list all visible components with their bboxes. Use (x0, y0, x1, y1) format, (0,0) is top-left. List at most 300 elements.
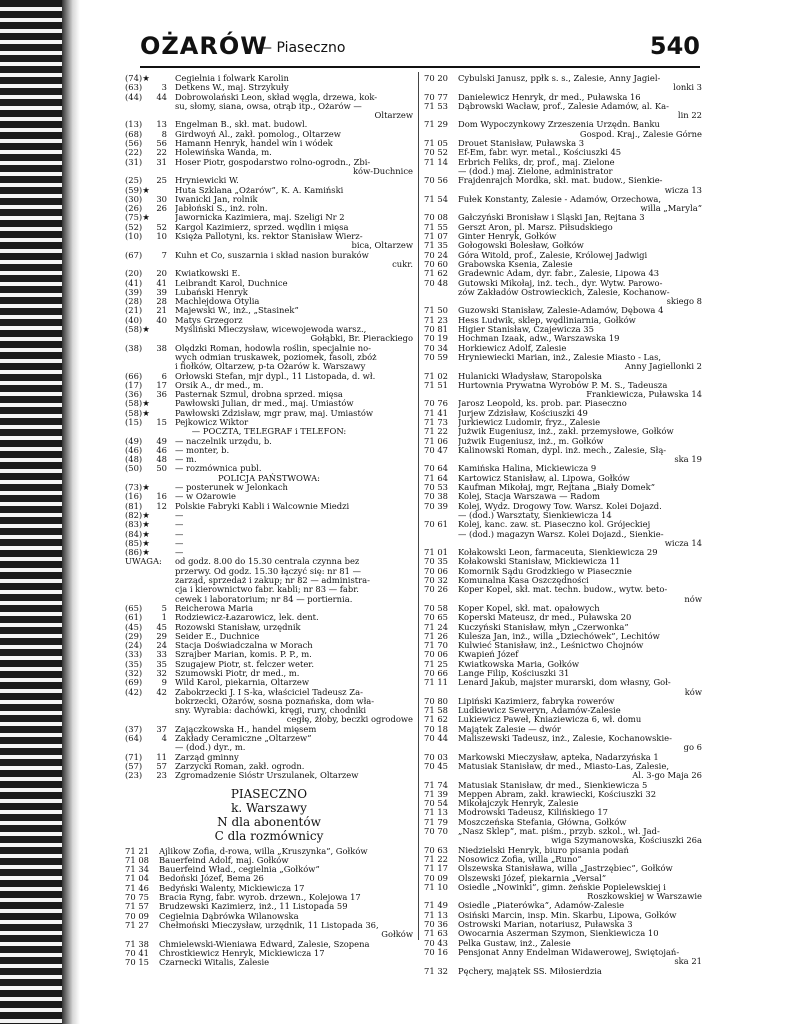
listing-row (125, 297, 413, 306)
listing-text: Gałczyński Bronisław i Śląski Jan, Rejtana 3 (458, 213, 645, 223)
listing-text: Bauerfeind Wład., cegielnia „Gołków” (159, 865, 320, 875)
old-number: (35) (125, 659, 143, 669)
listing-text: Dobrowolański Leon, skład węgla, drzewa, kok- (175, 92, 378, 102)
phone-number: 33 (156, 650, 167, 660)
header-rule (140, 66, 700, 68)
listing-text: Jurjew Zdzisław, Kościuszki 49 (458, 408, 588, 418)
old-number: (58)★ (125, 408, 150, 418)
listing-row (125, 595, 413, 604)
listing-text: Zgromadzenie Sióstr Urszulanek, Oltarzew (175, 771, 359, 781)
listing-row (125, 641, 413, 650)
listing-text: Gradewnic Adam, dyr. fabr., Zalesie, Lipowa 43 (458, 269, 660, 279)
listing-text: Kwiatkowska Maria, Gołków (458, 659, 580, 669)
listing-row (424, 167, 702, 176)
listing-row (125, 409, 413, 418)
listing-text: Nosowicz Zofia, willa „Runo” (458, 854, 582, 864)
listing-row (125, 269, 413, 278)
listing-text: Higier Stanisław, Czajewicza 35 (458, 325, 594, 335)
listing-row (125, 130, 413, 139)
phone-number: 71 70 (424, 641, 448, 651)
old-number: (36) (125, 390, 143, 400)
phone-number: 71 02 (424, 371, 448, 381)
listing-row (424, 306, 702, 315)
phone-number: 29 (156, 631, 167, 641)
listing-row (424, 957, 702, 966)
phone-number: 71 13 (424, 808, 448, 818)
listing-text: Grabowska Ksenia, Zalesie (458, 259, 573, 269)
listing-text: Pawłowski Zdzisław, mgr praw, maj. Umiastów (175, 408, 374, 418)
listing-text: Frajdenrajch Mordka, skł. mat. budow., Sienkie- (458, 176, 663, 186)
listing-row (125, 390, 413, 399)
phone-number: 38 (156, 343, 167, 353)
listing-row (424, 836, 702, 845)
listing-text: Zarzycki Roman, zakł. ogrodn. (175, 761, 305, 771)
phone-number: 44 (156, 92, 167, 102)
listing-text: Kolej, kanc. zaw. st. Piaseczno kol. Grójeckiej (458, 520, 651, 530)
listing-text: Kulesza Jan, inż., willa „Dziechówek”, Lechitów (458, 631, 660, 641)
listing-text: Cegielnia i folwark Karolin (175, 74, 289, 83)
listing-text: Bedoński Józef, Bema 26 (159, 874, 264, 884)
listing-row (125, 856, 413, 865)
listing-text: Ostrowski Marian, notariusz, Puławska 3 (458, 920, 633, 930)
listing-row (125, 344, 413, 353)
listing-row (424, 418, 702, 427)
listing-row (125, 865, 413, 874)
listing-text: Ef-Em, fabr. wyr. metal., Kościuszki 45 (458, 148, 622, 158)
listing-row (424, 967, 702, 976)
phone-number: 71 17 (424, 864, 448, 874)
old-number: (40) (125, 315, 143, 325)
listing-text: Bauerfeind Adolf, maj. Gołków (159, 855, 289, 865)
phone-number: 20 (156, 269, 167, 279)
old-number: (15) (125, 417, 143, 427)
phone-number: 70 19 (424, 334, 448, 344)
listing-row (424, 883, 702, 892)
listing-text: Jarosz Leopold, ks. prob. par. Piaseczno (458, 399, 627, 409)
listing-text: Engelman B., skł. mat. budowl. (175, 120, 308, 130)
listing-text: Jabłoński S., inż. roln. (175, 204, 268, 214)
listing-text: wiga Szymanowska, Kościuszki 26a (551, 836, 702, 846)
listing-row (424, 595, 702, 604)
phone-number: 70 59 (424, 352, 448, 362)
listing-text: Kolej, Stacja Warszawa — Radom (458, 492, 600, 502)
listing-text: cewek i laboratorium; nr 84 — portiernia. (175, 594, 353, 604)
section-heading: — POCZTA, TELEGRAF i TELEFON: (191, 426, 347, 437)
old-number: (66) (125, 371, 143, 381)
listing-row (125, 167, 413, 176)
phone-number: 70 53 (424, 483, 448, 493)
old-number: (29) (125, 631, 143, 641)
old-number: (28) (125, 297, 143, 307)
phone-number: 9 (161, 678, 167, 688)
listing-row (125, 279, 413, 288)
phone-number: 48 (156, 455, 167, 465)
listing-text: Rozowski Stanisław, urzędnik (175, 622, 301, 632)
phone-number: 22 (156, 148, 167, 158)
listing-row (424, 316, 702, 325)
phone-number: 70 32 (424, 576, 448, 586)
listing-row (125, 186, 413, 195)
listing-text: Zarząd gminny (175, 752, 239, 762)
listing-text: Kaufman Mikołaj, mgr, Rejtana „Biały Domek” (458, 483, 655, 493)
listing-text: Huta Szklana „Ożarów”, K. A. Kamiński (175, 185, 344, 195)
listing-row (125, 576, 413, 585)
listing-row (125, 83, 413, 92)
old-number: (37) (125, 724, 143, 734)
listing-text: Pensjonat Anny Endelman Widawerowej, Świętojań- (458, 947, 680, 957)
listing-row (424, 381, 702, 390)
listing-row (424, 241, 702, 250)
phone-number: 26 (156, 204, 167, 214)
phone-number: 71 51 (424, 380, 448, 390)
phone-number: 71 73 (424, 417, 448, 427)
listing-text: Kołakowski Stanisław, Mickiewicza 11 (458, 557, 621, 567)
listing-row (424, 799, 702, 808)
phone-number: 70 39 (424, 501, 448, 511)
listing-text: Koper Kopel, skł. mat. techn. budow., wytw. beto- (458, 585, 668, 595)
phone-number: 71 13 (424, 910, 448, 920)
phone-number: 71 04 (125, 874, 149, 884)
listing-row (125, 623, 413, 632)
listing-row (424, 427, 702, 436)
phone-number: 70 18 (424, 724, 448, 734)
listing-row (424, 334, 702, 343)
listing-row (424, 297, 702, 306)
listing-text: Szumowski Piotr, dr med., m. (175, 669, 300, 678)
listing-row (424, 939, 702, 948)
listing-row (424, 288, 702, 297)
listing-row (125, 446, 413, 455)
phone-number: 50 (156, 464, 167, 474)
listing-row (424, 901, 702, 910)
phone-number: 71 46 (125, 883, 149, 893)
old-number: (86)★ (125, 548, 150, 558)
listing-row (125, 260, 413, 269)
phone-number: 71 58 (424, 706, 448, 716)
phone-number: 42 (156, 687, 167, 697)
listing-text: zarząd, sprzedaż i zakup; nr 82 — administra- (175, 576, 370, 586)
old-number: (69) (125, 678, 143, 688)
column-divider (418, 72, 419, 940)
phone-number: 71 53 (424, 101, 448, 111)
listing-text: Pelka Gustaw, inż., Zalesie (458, 938, 571, 948)
listing-text: — monter, b. (175, 445, 230, 455)
listing-row (125, 483, 413, 492)
listing-text: Detkens W., maj. Strzykuły (175, 83, 289, 93)
old-number: (75)★ (125, 213, 150, 223)
listing-row (125, 158, 413, 167)
listing-row (424, 511, 702, 520)
phone-number: 71 29 (424, 120, 448, 130)
listing-text: Myśliński Mieczysław, wicewojewoda warsz., (175, 325, 367, 335)
phone-number: 71 55 (424, 222, 448, 232)
listing-text: Góra Witold, prof., Zalesie, Królowej Jadwigi (458, 250, 648, 260)
listing-text: Bedyński Walenty, Mickiewicza 17 (159, 883, 305, 893)
phone-number: 70 44 (424, 734, 448, 744)
piaseczno-line2: C dla rozmównicy (214, 828, 324, 843)
phone-number: 17 (156, 380, 167, 390)
listing-row (125, 660, 413, 669)
phone-number: 70 76 (424, 399, 448, 409)
listing-text: Markowski Mieczysław, apteka, Nadarzyńska 1 (458, 752, 659, 762)
listing-text: Fułek Konstanty, Zalesie - Adamów, Orzechowa, (458, 194, 662, 204)
piaseczno-sub: k. Warszawy (231, 800, 307, 815)
listing-row (125, 204, 413, 213)
listing-text: i fiołków, Oltarzew, p-ta Ożarów k. Warszawy (175, 362, 366, 372)
listing-text: — (dod.) Warsztaty, Sienkiewicza 14 (458, 510, 612, 520)
listing-row (125, 847, 413, 856)
listing-row (424, 920, 702, 929)
old-number: (41) (125, 278, 143, 288)
listing-row (125, 120, 413, 129)
listing-row (424, 130, 702, 139)
phone-number: 71 08 (125, 855, 149, 865)
listing-row (424, 213, 702, 222)
listing-text: — (175, 538, 184, 548)
phone-number: 70 45 (424, 761, 448, 771)
listing-row (424, 492, 702, 501)
listing-text: Jużwik Eugeniusz, inż., m. Gołków (458, 436, 604, 446)
listing-row (424, 176, 702, 185)
phone-number: 70 16 (424, 947, 448, 957)
phone-number: 71 39 (424, 789, 448, 799)
listing-row (424, 725, 702, 734)
phone-number: 71 38 (125, 939, 149, 949)
listing-row (424, 781, 702, 790)
listing-row (424, 530, 702, 539)
old-number: (10) (125, 232, 143, 242)
listing-row (125, 753, 413, 762)
listing-row (125, 241, 413, 250)
listing-row (424, 186, 702, 195)
old-number: (31) (125, 157, 143, 167)
listing-row (424, 204, 702, 213)
listing-text: Hochman Izaak, adw., Warszawska 19 (458, 334, 620, 344)
listing-text: Iwanicki Jan, rolnik (175, 194, 258, 204)
phone-number: 1 (161, 613, 167, 623)
listing-row (424, 74, 702, 83)
listing-row (424, 855, 702, 864)
old-number: (30) (125, 194, 143, 204)
listing-row (424, 474, 702, 483)
phone-number: 70 41 (125, 948, 149, 958)
listing-text: Frankiewicza, Puławska 14 (586, 390, 702, 400)
listing-text: Hryniewicki W. (175, 176, 239, 186)
listing-row (424, 650, 702, 659)
listing-text: Reicherowa Maria (175, 603, 254, 613)
phone-number: 71 07 (424, 232, 448, 242)
listing-text: Ludkiewicz Seweryn, Adamów-Zalesie (458, 706, 621, 716)
phone-number: 71 27 (125, 920, 149, 930)
listing-text: Osiński Marcin, insp. Min. Skarbu, Lipowa, Gołków (458, 910, 677, 920)
listing-text: Meppen Abram, zakł. krawiecki, Kościuszki 32 (458, 789, 657, 799)
listing-row (125, 381, 413, 390)
listing-text: Kwiatkowski E. (175, 269, 241, 279)
listing-text: — (dod.) magazyn Warsz. Kolei Dojazd., Sienkie- (458, 529, 664, 539)
listing-text: Hoser Piotr, gospodarstwo rolno-ogrodn., Żbi- (175, 157, 371, 167)
listing-row (125, 362, 413, 371)
phone-number: 10 (156, 232, 167, 242)
listing-text: Bracia Ryng, fabr. wyrob. drzewn., Kolejowa 17 (159, 893, 361, 903)
old-number: (17) (125, 380, 143, 390)
phone-number: 70 75 (125, 893, 149, 903)
listing-row (424, 641, 702, 650)
phone-number: 8 (161, 129, 167, 139)
piaseczno-title: PIASECZNO (230, 786, 308, 801)
listing-text: wych odmian truskawek, poziomek, fasoli, zbóż (175, 352, 377, 362)
listing-row (424, 548, 702, 557)
listing-row (424, 409, 702, 418)
listing-text: Lukiewicz Paweł, Kniaziewicza 6, wł. domu (458, 715, 642, 725)
listing-row (125, 74, 413, 83)
listing-row (125, 530, 413, 539)
listing-text: Gospod. Kraj., Zalesie Górne (579, 129, 702, 139)
listing-text: Rodziewicz-Łazarowicz, lek. dent. (175, 613, 319, 623)
listing-text: — (175, 548, 184, 558)
listing-text: Kalinowski Roman, dypl. inż. mech., Zalesie, Słą- (458, 445, 667, 455)
listing-text: Majewski W., inż., „Stasinek” (175, 306, 299, 316)
listing-row (125, 734, 413, 743)
phone-number: 71 62 (424, 269, 448, 279)
page-header (140, 30, 700, 64)
listing-text: — m. (175, 455, 197, 465)
listing-row (424, 446, 702, 455)
phone-number: 71 22 (424, 427, 448, 437)
listing-text: Lenard Jakub, majster murarski, dom własny, Goł- (458, 678, 671, 688)
listing-row (125, 902, 413, 911)
listing-row (424, 195, 702, 204)
listing-text: Hryniewiecki Marian, inż., Zalesie Miasto - Las, (458, 352, 662, 362)
listing-text: — (175, 520, 184, 530)
listing-text: Komornik Sądu Grodzkiego w Piasecznie (458, 566, 632, 576)
phone-number: 70 43 (424, 938, 448, 948)
listing-row (424, 520, 702, 529)
listing-row (125, 688, 413, 697)
phone-number: 6 (161, 371, 167, 381)
phone-number: 71 32 (424, 966, 448, 976)
listing-text: Chrostkiewicz Henryk, Mickiewicza 17 (159, 948, 325, 958)
listing-text: Orłowski Stefan, mjr dypl., 11 Listopada, d. wł. (175, 371, 376, 381)
listing-text: Girdwoyń Al., zakł. pomolog., Oltarzew (175, 129, 341, 139)
phone-number: 40 (156, 315, 167, 325)
listing-row (125, 567, 413, 576)
listing-row (424, 325, 702, 334)
listing-row (424, 232, 702, 241)
listing-text: Chmielewski-Wieniawa Edward, Zalesie, Szopena (159, 939, 370, 949)
phone-number: 71 57 (125, 902, 149, 912)
listing-text: Kargol Kazimierz, sprzed. wędlin i mięsa (175, 222, 349, 232)
section-heading: POLICJA PAŃSTWOWA: (218, 472, 320, 483)
listing-row (125, 613, 413, 622)
listing-row (424, 269, 702, 278)
listing-text: Cybulski Janusz, ppłk s. s., Zalesie, Anny Jagiel- (458, 74, 661, 83)
listing-row (424, 148, 702, 157)
listing-row (424, 706, 702, 715)
listing-text: Orsik A., dr med., m. (175, 380, 264, 390)
phone-number: 70 36 (424, 920, 448, 930)
listing-row (424, 818, 702, 827)
listing-row (424, 557, 702, 566)
left-column (125, 74, 413, 967)
listing-row (125, 557, 413, 566)
listing-text: Cegielnia Dąbrówka Wilanowska (159, 911, 299, 921)
listing-row (125, 585, 413, 594)
phone-number: 71 35 (424, 241, 448, 251)
old-number: (57) (125, 761, 143, 771)
old-number: (23) (125, 771, 143, 781)
old-number: (63) (125, 83, 143, 93)
listing-row (424, 790, 702, 799)
phone-number: 70 52 (424, 148, 448, 158)
old-number: (65) (125, 603, 143, 613)
old-number: (71) (125, 752, 143, 762)
phone-number: 71 11 (424, 678, 448, 688)
old-number: (20) (125, 269, 143, 279)
listing-row (424, 83, 702, 92)
listing-row (125, 325, 413, 334)
listing-text: Pęchery, majątek SS. Miłosierdzia (458, 966, 602, 976)
phone-number: 70 61 (424, 520, 448, 530)
listing-row (424, 362, 702, 371)
phone-number: 71 50 (424, 306, 448, 316)
listing-row (125, 921, 413, 930)
listing-row (125, 874, 413, 883)
listing-row (424, 846, 702, 855)
listing-row (125, 632, 413, 641)
listing-text: bokrzecki, Ożarów, sosna poznańska, dom wła- (175, 696, 375, 706)
listing-text: Majątek Zalesie — dwór (458, 724, 561, 734)
phone-number: 70 66 (424, 669, 448, 678)
listing-row (125, 148, 413, 157)
listing-text: Moszczeńska Stefania, Główna, Gołków (458, 817, 627, 827)
phone-number: 70 80 (424, 696, 448, 706)
listing-text: ków-Duchnice (352, 166, 413, 176)
listing-text: Olszewski Józef, piekarnia „Versal” (458, 873, 607, 883)
phone-number: 35 (156, 659, 167, 669)
listing-row (424, 399, 702, 408)
listing-text: Oltarzew (374, 111, 413, 121)
listing-text: Al. 3-go Maja 26 (632, 771, 702, 781)
listing-text: cukr. (392, 259, 413, 269)
listing-row (125, 306, 413, 315)
phone-number: 71 05 (424, 139, 448, 149)
listing-row (125, 650, 413, 659)
listing-row (424, 929, 702, 938)
listing-row (424, 734, 702, 743)
phone-number: 32 (156, 669, 167, 678)
listing-row (424, 455, 702, 464)
listing-row (125, 232, 413, 241)
listing-text: lonki 3 (673, 83, 702, 93)
listing-row (125, 762, 413, 771)
listing-row (424, 158, 702, 167)
listing-row (424, 669, 702, 678)
listing-text: Gołogowski Bolesław, Gołków (458, 241, 584, 251)
listing-row (125, 353, 413, 362)
phone-number: 70 34 (424, 343, 448, 353)
listing-text: Horkiewicz Adolf, Zalesie (458, 343, 567, 353)
listing-text: Olszewska Stanisława, willa „Jastrzębiec”, Gołków (458, 864, 673, 874)
old-number: (81) (125, 501, 143, 511)
right-column (424, 74, 702, 976)
listing-row (424, 437, 702, 446)
listing-row (125, 492, 413, 501)
old-number: (68) (125, 129, 143, 139)
listing-row (125, 893, 413, 902)
old-number: (82)★ (125, 510, 150, 520)
listing-row (424, 464, 702, 473)
listing-row (125, 251, 413, 260)
